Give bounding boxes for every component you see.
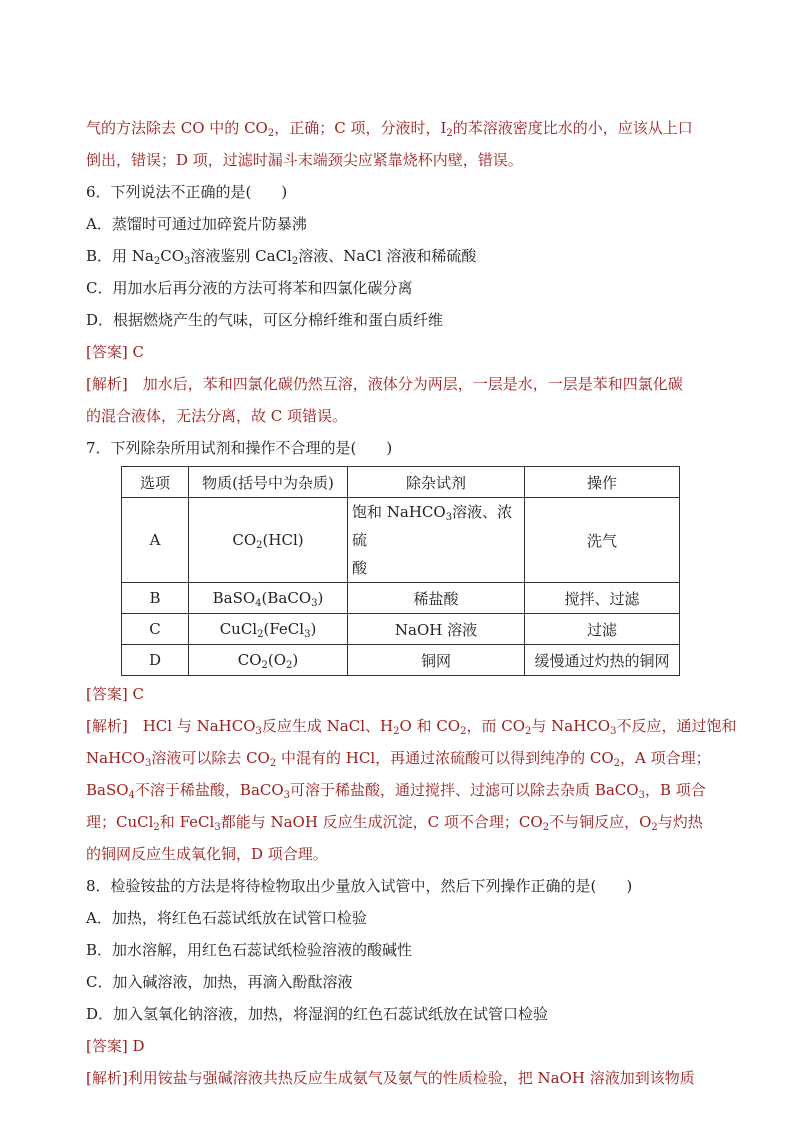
table-row [122,645,680,676]
text: B．用 Na [86,247,154,265]
table-header: 物质(括号中为杂质) [189,467,348,498]
question-6-option-d: D．根据燃烧产生的气味，可区分棉纤维和蛋白质纤维 [86,311,444,329]
table-cell: 搅拌、过滤 [525,583,680,614]
table-cell: NaOH 溶液 [348,614,525,645]
subscript: 3 [445,512,453,523]
table-cell: BaSO$_4$(BaCO$_3$) [189,583,348,614]
text: 的苯溶液密度比水的小，应该从上口 [452,119,693,137]
intro-line-2: 倒出，错误；D 项，过滤时漏斗末端颈尖应紧靠烧杯内壁，错误。 [86,151,523,169]
question-8-option-a: A．加热，将红色石蕊试纸放在试管口检验 [86,909,367,927]
question-8-option-d: D．加入氢氧化钠溶液，加热，将湿润的红色石蕊试纸放在试管口检验 [86,1005,549,1023]
table-cell: $CO_2(HCl)$ [189,498,348,583]
table-cell: C [122,614,189,645]
table-cell: 过滤 [525,614,680,645]
question-8-option-b: B．加水溶解，用红色石蕊试纸检验溶液的酸碱性 [86,941,413,959]
question-8-stem: 8．检验铵盐的方法是将待检物取出少量放入试管中，然后下列操作正确的是( ) [86,877,633,895]
text: 溶液鉴别 CaCl [190,247,292,265]
question-6-option-c: C．用加水后再分液的方法可将苯和四氯化碳分离 [86,279,413,297]
question-7-explanation-5: 的铜网反应生成氧化铜，D 项合理。 [86,845,328,863]
text: 溶液、浓硫 [352,503,513,549]
document-page [86,112,737,1094]
subscript: 2 [153,256,161,267]
table-row [122,614,680,645]
table-header: 操作 [525,467,680,498]
question-8-option-c: C．加入碱溶液，加热，再滴入酚酞溶液 [86,973,353,991]
table-cell: A [122,498,189,583]
table-cell: CuCl$_2$(FeCl$_3$) [189,614,348,645]
table-cell: B [122,583,189,614]
text: 溶液、NaCl 溶液和稀硫酸 [298,247,477,265]
question-7-explanation-2: NaHCO$_3$溶液可以除去 $CO_2$ 中混有的 HCl，再通过浓硫酸可以得到纯净的 $CO_2$，A 项合理； [86,749,711,769]
question-6-stem: 6．下列说法不正确的是( ) [86,183,288,201]
question-6-option-a: A．蒸馏时可通过加碎瓷片防暴沸 [86,215,307,233]
question-6-explanation-1: [解析] 加水后，苯和四氯化碳仍然互溶，液体分为两层，一层是水，一层是苯和四氯化碳 [86,375,683,393]
question-6-option-b [86,240,726,272]
intro-line-1 [86,112,726,144]
table-cell: D [122,645,189,676]
question-8-explanation: [解析]利用铵盐与强碱溶液共热反应生成氨气及氨气的性质检验，把 NaOH 溶液加到该物质 [86,1069,695,1087]
table-header: 除杂试剂 [348,467,525,498]
table-cell: 铜网 [348,645,525,676]
question-7-explanation-1: [解析] HCl 与 NaHCO$_3$反应生成 NaCl、$H_2O$ 和 $CO_2$，而 $CO_2$与 NaHCO$_3$不反应，通过饱和 [86,717,737,737]
question-7-explanation-4: 理；CuCl$_2$和 FeCl$_3$都能与 NaOH 反应生成沉淀，C 项不合理；$CO_2$不与铜反应，$O_2$与灼热 [86,813,703,833]
table-header: 选项 [122,467,189,498]
text: 气的方法除去 CO 中的 CO [86,119,268,137]
question-8-answer: [答案] D [86,1037,145,1055]
table-cell: 稀盐酸 [348,583,525,614]
question-7-answer: [答案] C [86,685,144,703]
table-cell: 洗气 [525,498,680,583]
table-cell [348,498,525,583]
subscript: 2 [291,256,299,267]
table-cell: 缓慢通过灼热的铜网 [525,645,680,676]
table-row [122,498,680,583]
table-cell: $CO_2(O_2)$ [189,645,348,676]
subscript: 3 [184,256,191,267]
question-7-explanation-3: BaSO$_4$不溶于稀盐酸，BaCO$_3$可溶于稀盐酸，通过搅拌、过滤可以除去杂质 BaCO$_3$，B 项合 [86,781,706,801]
subscript: 2 [446,128,453,139]
text: ，正确；C 项，分液时，I [274,119,447,137]
question-7-stem: 7．下列除杂所用试剂和操作不合理的是( ) [86,439,393,457]
subscript: 2 [267,128,275,139]
question-6-answer: [答案] C [86,343,144,361]
question-6-explanation-2: 的混合液体，无法分离，故 C 项错误。 [86,407,348,425]
text: 酸 [352,559,368,577]
table-header-row [122,467,680,498]
table-row [122,583,680,614]
text: CO [160,247,185,265]
question-7-table [121,466,680,676]
text: 饱和 NaHCO [352,503,446,521]
